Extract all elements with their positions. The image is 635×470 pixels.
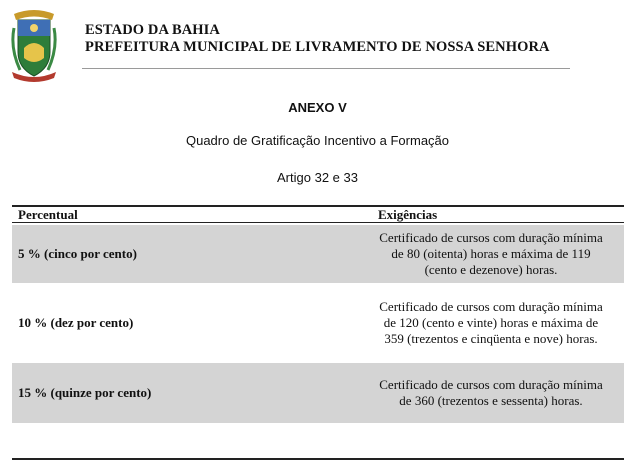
row-percentual: 5 % (cinco por cento) bbox=[18, 246, 137, 261]
organization-header bbox=[85, 22, 550, 56]
table-row bbox=[12, 285, 624, 361]
row-percentual: 15 % (quinze por cento) bbox=[18, 385, 152, 400]
row-exigencias: Certificado de cursos com duração mínima de 360 (trezentos e sessenta) horas. bbox=[379, 377, 603, 408]
annex-article-reference: Artigo 32 e 33 bbox=[277, 170, 358, 185]
row-exigencias: Certificado de cursos com duração mínima de 120 (cento e vinte) horas e máxima de 359 (trezentos e cinqüenta e nove) horas. bbox=[379, 299, 603, 346]
table-row bbox=[12, 225, 624, 283]
table-row bbox=[12, 363, 624, 423]
header-exigencias: Exigências bbox=[378, 207, 438, 222]
table-bottom-rule bbox=[12, 458, 624, 460]
prefecture-name: PREFEITURA MUNICIPAL DE LIVRAMENTO DE NOSSA SENHORA bbox=[85, 39, 550, 55]
annex-title: ANEXO V bbox=[288, 100, 347, 115]
table-header-rule bbox=[12, 222, 624, 223]
row-percentual: 10 % (dez por cento) bbox=[18, 315, 134, 330]
table-header-row bbox=[12, 207, 624, 222]
state-name: ESTADO DA BAHIA bbox=[85, 22, 220, 38]
annex-subtitle: Quadro de Gratificação Incentivo a Formação bbox=[185, 133, 450, 148]
gratification-table bbox=[12, 205, 624, 423]
header-divider bbox=[82, 68, 570, 69]
row-exigencias: Certificado de cursos com duração mínima de 80 (oitenta) horas e máxima de 119 (cento e dezenove) horas. bbox=[379, 230, 603, 277]
header-percentual: Percentual bbox=[18, 207, 78, 222]
municipal-coat-of-arms-icon bbox=[10, 8, 58, 82]
